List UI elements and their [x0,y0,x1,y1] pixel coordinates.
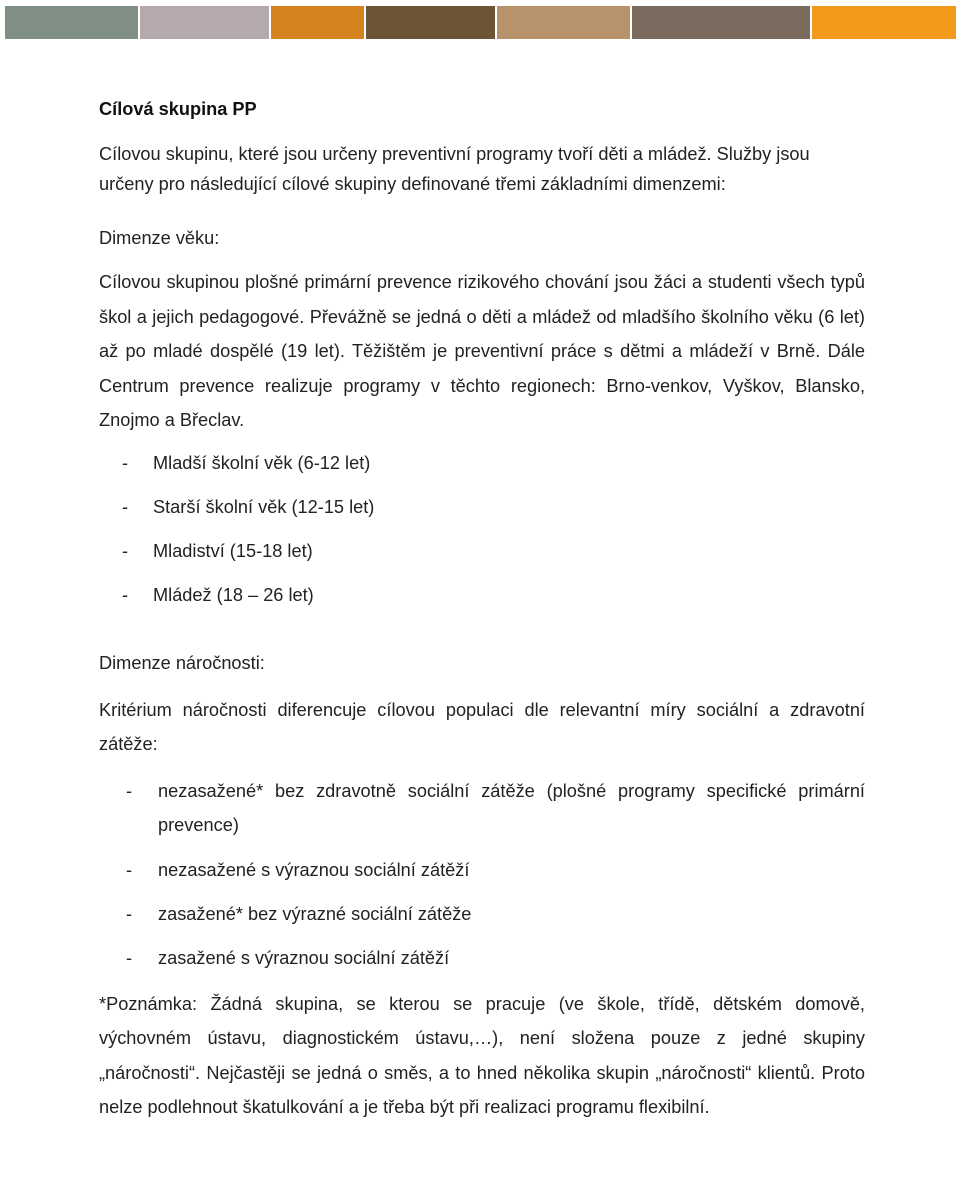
header-color-segment [632,6,810,39]
intro-paragraph: Cílovou skupinu, které jsou určeny preventivní programy tvoří děti a mládež. Služby jsou určeny pro následující cílové skupiny definované třemi základními dimenzemi: [99,144,810,194]
header-color-segment [812,6,956,39]
header-color-segment [366,6,494,39]
difficulty-dimension-paragraph: Kritérium náročnosti diferencuje cílovou populaci dle relevantní míry sociální a zdravotní zátěže: [99,699,865,754]
list-item: - zasažené* bez výrazné sociální zátěže [126,903,472,924]
list-item: - nezasažené* bez zdravotně sociální zátěže (plošné programy specifické primární prevence) [126,780,865,835]
header-color-segment [497,6,630,39]
list-item: - Mladiství (15-18 let) [122,540,313,561]
age-groups-list [99,448,865,610]
difficulty-groups-list [99,774,865,973]
age-dimension-paragraph: Cílovou skupinou plošné primární prevence rizikového chování jsou žáci a studenti všech typů škol a jejich pedagogové. Převážně se jedná o děti a mládež od mladšího školního věku (6 let) až po mladé dospělé (19 let). Těžištěm je preventivní práce s dětmi a mládeží v Brně. Dále Centrum prevence realizuje programy v těchto regionech: Brno-venkov, Vyškov, Blansko, Znojmo a Břeclav. [99,272,865,430]
list-item: - zasažené s výraznou sociální zátěží [126,947,450,968]
difficulty-dimension-heading: Dimenze náročnosti: [99,652,265,673]
header-color-segment [140,6,268,39]
document-body [99,95,865,1125]
document-title: Cílová skupina PP [99,99,257,119]
header-color-segment [271,6,365,39]
list-item: - Mladší školní věk (6-12 let) [122,452,371,473]
header-color-bar [5,6,956,39]
header-color-segment [5,6,138,39]
list-item: - Mládež (18 – 26 let) [122,584,314,605]
note-paragraph: *Poznámka: Žádná skupina, se kterou se pracuje (ve škole, třídě, dětském domově, výchovném ústavu, diagnostickém ústavu,…), není složena pouze z jedné skupiny „náročnosti“. Nejčastěji se jedná o směs, a to hned několika skupin „náročnosti“ klientů. Proto nelze podlehnout škatulkování a je třeba být při realizaci programu flexibilní. [99,993,865,1117]
list-item: - Starší školní věk (12-15 let) [122,496,375,517]
list-item: - nezasažené s výraznou sociální zátěží [126,859,470,880]
age-dimension-heading: Dimenze věku: [99,228,220,248]
